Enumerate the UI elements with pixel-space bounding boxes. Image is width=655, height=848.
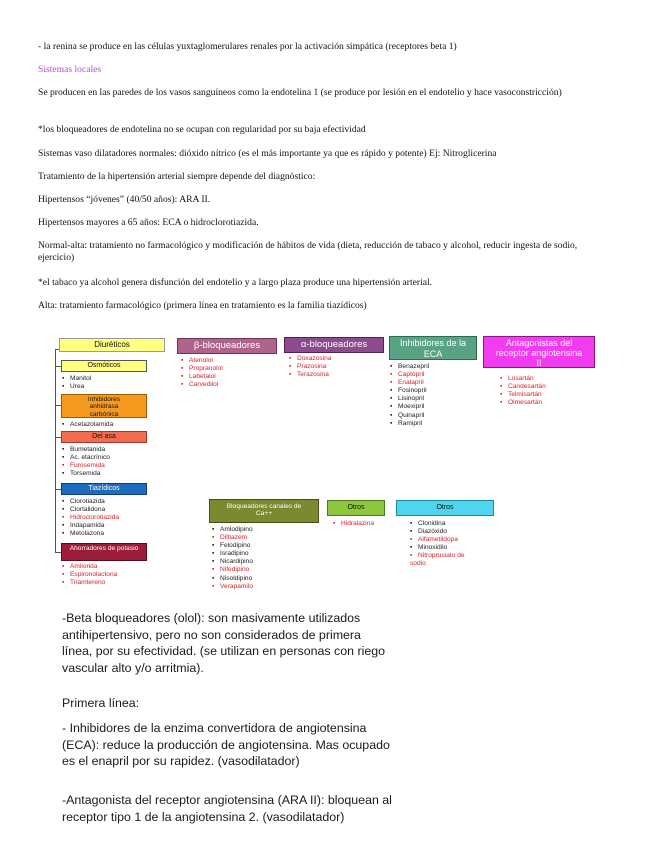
drug-item: ▪ Isradipino xyxy=(212,550,249,558)
paragraph-tratamiento: Tratamiento de la hipertensión arterial siempre depende del diagnóstico: xyxy=(38,171,316,182)
osmoticos-list xyxy=(62,375,91,391)
drug-item: ▪ Urea xyxy=(62,383,85,391)
drug-item: ▪ Clortalidona xyxy=(62,506,106,514)
tiazidicos-list xyxy=(62,498,119,538)
diureticos-title: Diuréticos xyxy=(94,340,130,349)
drug-item: ▪ Clorotiazida xyxy=(62,498,105,505)
ahorradores-list xyxy=(62,563,117,587)
drug-item: ▪ Manitol xyxy=(62,375,92,382)
drug-item: ▪ Hidralazina xyxy=(333,520,374,527)
calcio-title: Bloqueadores canales de Ca++ xyxy=(226,503,302,518)
drug-item: ▪ Felodipino xyxy=(212,542,251,550)
drug-item: ▪ Nifedipino xyxy=(212,566,250,574)
eca-list xyxy=(390,363,429,428)
alfa-bloqueadores-box xyxy=(284,337,384,353)
otros2-list xyxy=(410,520,478,569)
otros-title-1: Otros xyxy=(347,504,365,511)
ara-title: Antagonistas del receptor angiotensina II xyxy=(495,338,583,368)
osmoticos-title: Osmóticos xyxy=(87,362,121,369)
paragraph-tabaco: *el tabaco ya alcohol genera disfunción del endotelio y a largo plaza produce una hipertensión arterial. xyxy=(38,277,433,288)
paragraph-beta-bloqueadores: -Beta bloqueadores (olol): son masivamente utilizados antihipertensivo, pero no son considerados de primera línea, por su efectividad. (se utilizan en personas con riego vascular alto y/o arritmia). xyxy=(62,611,386,675)
drug-item: ▪ Torsemida xyxy=(62,470,101,478)
beta-bloqueadores-title: β-bloqueadores xyxy=(193,340,261,351)
drug-item: ▪ Prazosina xyxy=(289,363,327,371)
alfa-bloqueadores-title: α-bloqueadores xyxy=(300,339,368,350)
anhidrasa-box xyxy=(61,394,147,418)
tiazidicos-box xyxy=(61,483,147,495)
drug-item: ▪ Espironolactona xyxy=(62,571,118,579)
paragraph-endotelina: Se producen en las paredes de los vasos sanguíneos como la endotelina 1 (se produce por lesión en el endotelio y hace vasoconstricción) xyxy=(38,87,562,98)
drug-item: ▪ Nitroprusiato de sodio xyxy=(410,552,465,568)
drug-item: ▪ Captopril xyxy=(390,371,425,379)
drug-item: ▪ Nicardipino xyxy=(212,558,253,566)
paragraph-renina: - la renina se produce en las células yuxtaglomerulares renales por la activación simpática (receptores beta 1) xyxy=(38,41,457,52)
drug-item: ▪ Diltiazem xyxy=(212,534,248,542)
drug-item: ▪ Labetalol xyxy=(181,373,216,381)
drug-item: ▪ Amlodipino xyxy=(212,526,253,533)
anhidrasa-list xyxy=(62,421,113,429)
section-heading-sistemas-locales: Sistemas locales xyxy=(38,64,102,75)
drug-item: ▪ Quinapril xyxy=(390,411,425,419)
beta-bloqueadores-box xyxy=(177,338,277,354)
drug-item: ▪ Ramipril xyxy=(390,419,423,427)
connector-line xyxy=(55,349,56,553)
drug-item: ▪ Verapamilo xyxy=(212,582,253,590)
paragraph-normal-alta: Normal-alta: tratamiento no farmacológico y modificación de hábitos de vida (dieta, reducción de tabaco y alcohol, reducir ingesta de sodio, ejercicio) xyxy=(38,240,578,263)
drug-item: ▪ Candesartán xyxy=(500,383,546,391)
drug-item: ▪ Triamtereno xyxy=(62,579,106,587)
primera-linea-heading: Primera línea: xyxy=(62,696,140,710)
drug-item: ▪ Carvedilol xyxy=(181,381,219,389)
paragraph-alta: Alta: tratamiento farmacológico (primera línea en tratamiento es la familia tiazídicos) xyxy=(38,300,367,311)
osmoticos-box xyxy=(61,360,147,372)
drug-item: ▪ Indapamida xyxy=(62,522,105,530)
drug-item: ▪ Alfametildopa xyxy=(410,536,458,544)
drug-item: ▪ Atenolol xyxy=(181,357,213,364)
asa-box xyxy=(61,431,147,443)
paragraph-mayores: Hipertensos mayores a 65 años: ECA o hidroclorotiazida. xyxy=(38,217,259,228)
paragraph-ara: -Antagonista del receptor angiotensina (ARA II): bloquean al receptor tipo 1 de la angiotensina 2. (vasodilatador) xyxy=(62,793,392,824)
paragraph-vasodilatadores: Sistemas vaso dilatadores normales: dióxido nítrico (es el más importante ya que es rápido y potente) Ej: Nitroglicerina xyxy=(38,148,497,159)
tiazidicos-title: Tiazídicos xyxy=(88,485,120,492)
drug-item: ▪ Hidroclorotiazida xyxy=(62,514,120,522)
drug-item: ▪ Bumetanida xyxy=(62,446,106,453)
drug-item: ▪ Doxazosina xyxy=(289,355,332,362)
drug-item: ▪ Ac. etacrínico xyxy=(62,454,110,462)
paragraph-jovenes: Hipertensos “jóvenes” (40/50 años): ARA II. xyxy=(38,194,211,205)
drug-item: ▪ Acetazolamida xyxy=(62,421,114,428)
ahorradores-box xyxy=(61,543,147,561)
otros-box-1 xyxy=(327,500,385,516)
drug-item: ▪ Moexipril xyxy=(390,403,425,411)
drug-item: ▪ Minoxidilo xyxy=(410,544,448,552)
drug-item: ▪ Enalapril xyxy=(390,379,424,387)
eca-box xyxy=(389,336,477,360)
drug-item: ▪ Benazepril xyxy=(390,363,430,370)
drug-item: ▪ Diazóxido xyxy=(410,528,447,536)
drug-item: ▪ Olmesartán xyxy=(500,399,543,407)
ahorradores-title: Ahorradores de potasio xyxy=(69,545,139,552)
anhidrasa-title: Inhibidores anhidrasa carbónica xyxy=(87,396,121,418)
otros1-list xyxy=(333,520,374,528)
asa-list xyxy=(62,446,110,478)
drug-item: ▪ Losartán xyxy=(500,375,534,382)
drug-item: ▪ Propranolol xyxy=(181,365,223,373)
otros-box-2 xyxy=(396,500,494,516)
eca-title: Inhibidores de la ECA xyxy=(399,338,467,359)
drug-item: ▪ Furosemida xyxy=(62,462,105,470)
alfa-list xyxy=(289,355,331,379)
drug-item: ▪ Lisinopril xyxy=(390,395,425,403)
drug-item: ▪ Telmisartán xyxy=(500,391,542,399)
ara-box xyxy=(483,336,595,368)
calcio-list xyxy=(212,526,253,591)
drug-item: ▪ Metolazona xyxy=(62,530,105,538)
drug-item: ▪ Terazosina xyxy=(289,371,329,379)
otros-title-2: Otros xyxy=(436,504,454,511)
ara-list xyxy=(500,375,546,407)
paragraph-bloqueadores-endotelina: *los bloqueadores de endotelina no se ocupan con regularidad por su baja efectividad xyxy=(38,124,366,135)
asa-title: Del asa xyxy=(92,433,116,440)
diureticos-box xyxy=(59,338,165,352)
drug-item: ▪ Amilorida xyxy=(62,563,98,570)
drug-item: ▪ Clonidina xyxy=(410,520,446,527)
paragraph-eca: - Inhibidores de la enzima convertidora de angiotensina (ECA): reduce la producción de angiotensina. Mas ocupado es el enapril por su rapidez. (vasodilatador) xyxy=(62,721,390,769)
drug-item: ▪ Fosinopril xyxy=(390,387,427,395)
calcio-box xyxy=(209,499,319,523)
drug-item: ▪ Nisoldipino xyxy=(212,574,253,582)
beta-list xyxy=(181,357,223,389)
